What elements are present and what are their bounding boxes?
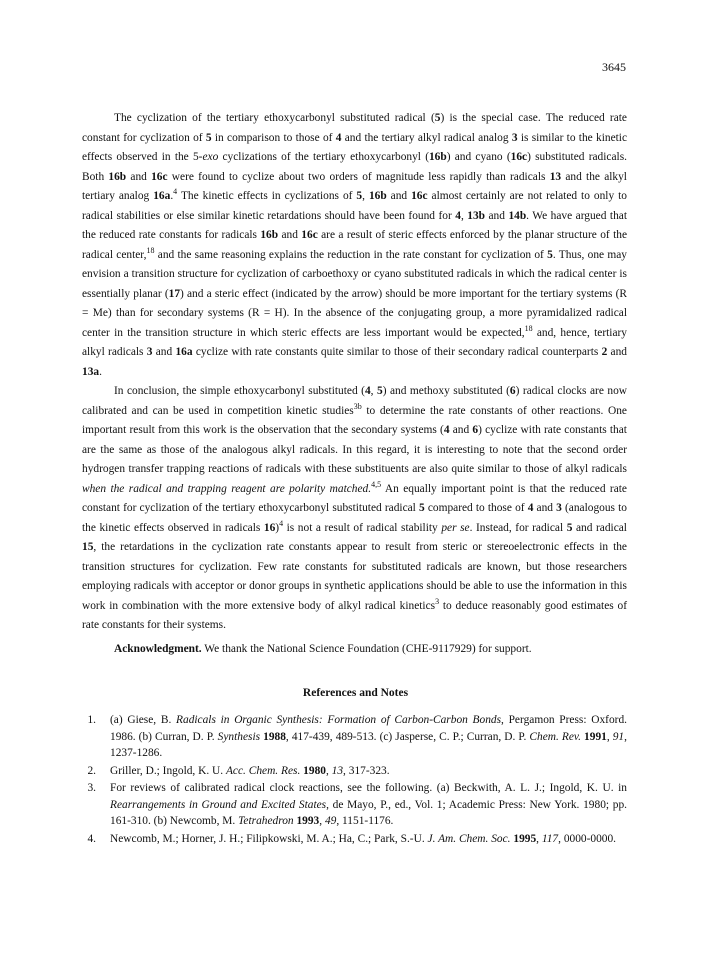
para1-text: and the same reasoning explains the reduction in the rate constant for cyclization of: [154, 248, 548, 261]
reference-item: [82, 831, 627, 848]
ref-text: , 317-323.: [343, 764, 390, 777]
para1-text: .: [170, 190, 174, 202]
citation-superscript: 4: [279, 518, 284, 528]
citation-superscript: 3: [435, 596, 440, 606]
ref-volume: 91: [612, 730, 625, 743]
para2-text: ) radical clocks are now calibrated and can be used in competition kinetic studies: [82, 385, 627, 417]
para1-text: . Thus, one may envision a transition structure for cyclization of carboethoxy or cyano substituted radicals in which the radical center is essentially planar (: [82, 248, 628, 300]
compound-label: 2: [601, 346, 608, 358]
citation-superscript: 18: [146, 245, 155, 255]
acknowledgment-text: We thank the National Science Foundation (CHE-9117929) for support.: [201, 642, 532, 655]
compound-label: 16: [263, 521, 276, 534]
citation-superscript: 4: [173, 187, 178, 197]
para1-text: . We have argued that the reduced rate constants for radicals: [82, 209, 627, 241]
page-number: 3645: [602, 60, 626, 74]
reference-item: [82, 712, 627, 762]
italic-term: exo: [202, 151, 219, 163]
reference-number: 1.: [87, 714, 96, 726]
para2-text: . Instead, for radical: [469, 521, 567, 534]
compound-label: 6: [472, 424, 479, 436]
citation-superscript: 18: [524, 323, 533, 333]
italic-phrase: when the radical and trapping reagent are polarity matched.: [82, 482, 372, 495]
para1-text: ) and a steric effect (indicated by the arrow) should be more important for the tertiary systems (R = Me) than for secondary systems (R = H). In the absence of the conjugating group, a more pyramidalized radical center in the transition structure in which steric effects are less important would be expected,: [82, 287, 627, 339]
references-list: [82, 712, 627, 848]
para1-text: cyclize with rate constants quite similar to those of their secondary radical counterparts: [192, 346, 602, 358]
compound-label: 5: [434, 112, 441, 124]
para2-text: , the retardations in the cyclization rate constants appear to result from steric or stereoelectronic effects in the transition structures for cyclization. Few rate constants for substituted radicals are known, but those researchers employing radicals with acceptor or donor groups in synthetic applications should be able to use the information in this work in combination with the more extensive body of alkyl radical kinetics: [82, 541, 627, 612]
compound-label: 13: [549, 170, 562, 183]
italic-term: per se: [441, 521, 470, 534]
compound-label: 5: [356, 190, 363, 202]
compound-label: 4: [335, 131, 342, 144]
para1-text: ,: [460, 209, 468, 222]
para2-text: An equally important point is that the reduced rate constant for cyclization of the tertiary ethoxycarbonyl substituted radical: [82, 482, 627, 514]
compound-label: 4: [455, 209, 461, 222]
compound-label: 3: [146, 346, 153, 358]
para2-text: and radical: [572, 521, 627, 534]
compound-label: 16c: [411, 190, 428, 202]
para2-text: is not a result of radical stability: [283, 521, 442, 534]
para1-text: almost certainly are not related to only to radical stabilities or else similar kinetic retardations should have been found for: [82, 190, 627, 222]
ref-text: , 1237-1286.: [110, 730, 627, 759]
ref-text: ,: [325, 764, 332, 777]
paragraph-cyclization: [82, 109, 627, 382]
para1-text: and: [607, 346, 628, 358]
paragraph-conclusion: [82, 382, 627, 636]
ref-text: , de Mayo, P., ed., Vol. 1; Academic Press: New York. 1980; pp. 161-310. (b) Newcomb, M.: [110, 798, 627, 827]
para2-text: ): [275, 521, 280, 534]
compound-label: 13a: [82, 365, 100, 378]
compound-label: 15: [82, 541, 94, 553]
compound-label: 3: [556, 502, 562, 514]
compound-label: 16c: [151, 170, 168, 183]
compound-label: 16b: [108, 170, 127, 183]
para1-text: are a result of steric effects enforced by the planar structure of the radical center,: [82, 229, 627, 261]
para2-text: In conclusion, the simple ethoxycarbonyl substituted (: [114, 385, 365, 397]
para1-text: and: [278, 229, 302, 241]
compound-label: 16a: [153, 190, 171, 202]
ref-italic: Rearrangements in Ground and Excited States: [110, 798, 327, 811]
ref-italic: Radicals in Organic Synthesis: Formation of Carbon-Carbon Bonds: [176, 714, 502, 726]
ref-italic: Synthesis: [217, 730, 261, 743]
ref-volume: 13: [331, 764, 344, 777]
para1-text: ,: [362, 190, 369, 202]
para1-text: and: [386, 190, 412, 202]
compound-label: 5: [547, 248, 553, 261]
ref-year: 1993: [296, 815, 320, 827]
para1-text: were found to cyclize about two orders of magnitude less rapidly than radicals: [167, 170, 550, 183]
ref-text: (a) Giese, B.: [110, 714, 177, 726]
para1-text: .: [99, 365, 102, 378]
article-body: [82, 109, 627, 659]
compound-label: 16b: [428, 151, 447, 163]
para1-text: ) substituted radicals. Both: [82, 151, 627, 183]
para1-text: and the alkyl tertiary analog: [82, 170, 627, 202]
ref-italic: J. Am. Chem. Soc.: [427, 832, 511, 845]
compound-label: 17: [168, 287, 181, 300]
compound-label: 4: [443, 424, 450, 436]
para1-text: The cyclization of the tertiary ethoxycarbonyl substituted radical (: [114, 112, 435, 124]
compound-label: 5: [418, 502, 425, 514]
ref-italic: Tetrahedron: [238, 815, 294, 827]
para2-text: ) and methoxy substituted (: [382, 385, 510, 397]
references-heading: References and Notes: [302, 687, 409, 699]
compound-label: 4: [527, 502, 534, 514]
para2-text: and: [533, 502, 557, 514]
para1-text: is similar to the kinetic effects observed in the 5-: [82, 131, 628, 163]
ref-text: ,: [319, 815, 325, 827]
compound-label: 16c: [301, 229, 318, 241]
reference-number: 3.: [87, 782, 96, 794]
para1-text: and, hence, tertiary alkyl radicals: [82, 326, 627, 358]
reference-number: 2.: [87, 764, 96, 777]
ref-year: 1991: [584, 730, 607, 743]
ref-volume: 117: [541, 832, 559, 845]
acknowledgment-label: Acknowledgment.: [114, 642, 202, 655]
para1-text: and the tertiary alkyl radical analog: [341, 131, 512, 144]
ref-text: Newcomb, M.; Horner, J. H.; Filipkowski, M. A.; Ha, C.; Park, S.-U.: [110, 832, 428, 845]
acknowledgment: [82, 640, 627, 660]
para2-text: ,: [370, 385, 377, 397]
compound-label: 16b: [260, 229, 279, 241]
para1-text: and: [485, 209, 509, 222]
ref-italic: Acc. Chem. Res.: [225, 764, 301, 777]
ref-text: ,: [606, 730, 613, 743]
ref-year: 1995: [513, 832, 537, 845]
ref-text: For reviews of calibrated radical clock reactions, see the following. (a) Beckwith, A. L. J.; Ingold, K. U. in: [110, 782, 627, 794]
compound-label: 16a: [175, 346, 193, 358]
compound-label: 6: [509, 385, 516, 397]
para2-text: (analogous to the kinetic effects observed in radicals: [82, 502, 627, 534]
reference-item: [82, 780, 627, 830]
ref-text: Griller, D.; Ingold, K. U.: [110, 764, 226, 777]
compound-label: 3: [511, 131, 518, 144]
ref-text: , 417-439, 489-513. (c) Jasperse, C. P.; Curran, D. P.: [285, 730, 530, 743]
para1-text: ) and cyano (: [446, 151, 511, 163]
ref-italic: Chem. Rev.: [529, 730, 581, 743]
compound-label: 16b: [368, 190, 387, 202]
ref-text: ,: [536, 832, 542, 845]
para1-text: in comparison to those of: [211, 131, 336, 144]
compound-label: 13b: [467, 209, 486, 222]
para2-text: compared to those of: [424, 502, 528, 514]
para1-text: ) is the special case. The reduced rate constant for cyclization of: [82, 112, 627, 144]
citation-superscript: 4,5: [371, 479, 382, 489]
ref-text: , Pergamon Press: Oxford. 1986. (b) Curran, D. P.: [110, 714, 627, 743]
citation-superscript: 3b: [353, 401, 362, 411]
para1-text: and: [152, 346, 176, 358]
reference-item: [82, 763, 627, 780]
ref-year: 1980: [303, 764, 326, 777]
reference-number: 4.: [87, 832, 96, 845]
para1-text: cyclizations of the tertiary ethoxycarbonyl (: [218, 151, 429, 163]
compound-label: 5: [376, 385, 383, 397]
para1-text: The kinetic effects in cyclizations of: [177, 190, 357, 202]
compound-label: 14b: [508, 209, 527, 222]
para2-text: ) cyclize with rate constants that are the same as those of the analogous alkyl radicals. In this regard, it is interesting to note that the second order hydrogen transfer trapping reactions of radicals with these substituents are also quite similar to those of alkyl radicals: [82, 424, 627, 475]
ref-text: , 1151-1176.: [336, 815, 394, 827]
compound-label: 16c: [510, 151, 528, 163]
ref-volume: 49: [324, 815, 337, 827]
para2-text: to determine the rate constants of other reactions. One important result from this work is the observation that the secondary systems (: [82, 404, 627, 436]
compound-label: 5: [566, 521, 573, 534]
para1-text: and: [126, 170, 152, 183]
para2-text: to deduce reasonably good estimates of rate constants for their systems.: [82, 599, 627, 631]
compound-label: 4: [364, 385, 371, 397]
para2-text: and: [449, 424, 473, 436]
compound-label: 5: [205, 131, 212, 144]
ref-year: 1988: [263, 730, 286, 743]
ref-text: , 0000-0000.: [558, 832, 617, 845]
